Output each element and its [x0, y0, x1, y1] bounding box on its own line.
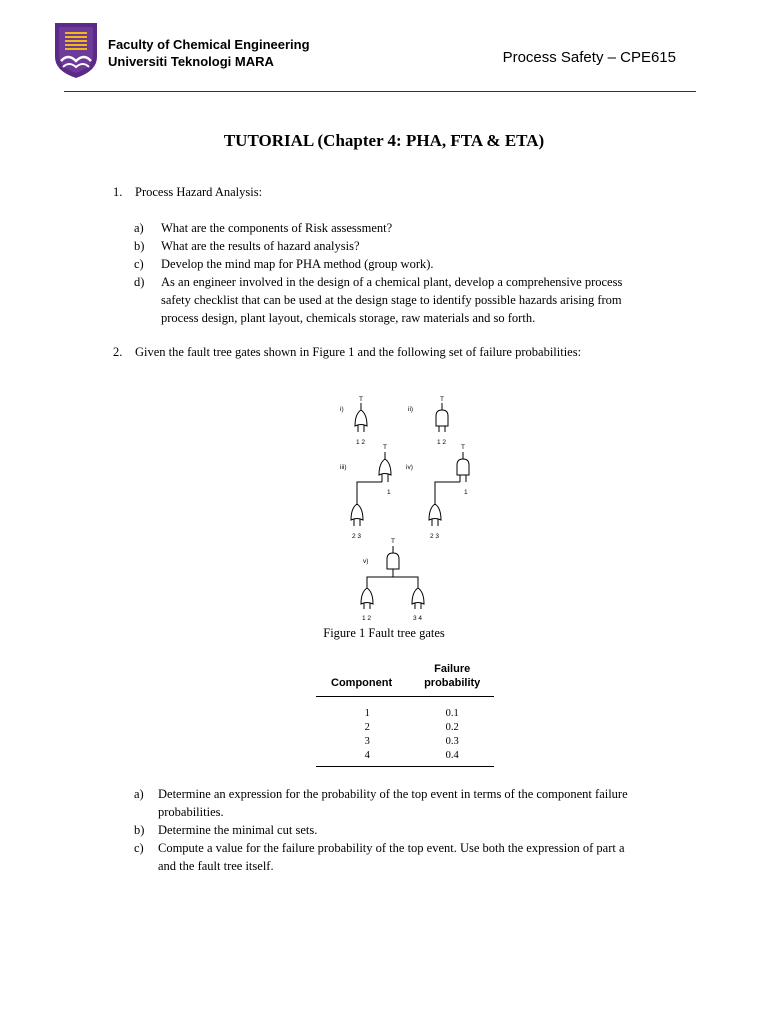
inputs-i: 1 2 [356, 439, 366, 446]
question-text: Given the fault tree gates shown in Figure 1 and the following set of failure probabilities: [135, 345, 582, 359]
part-text: What are the components of Risk assessment? [161, 221, 393, 235]
university-name: Universiti Teknologi MARA [108, 54, 274, 69]
input-iv-1: 1 [464, 489, 468, 496]
part-text: and the fault tree itself. [158, 859, 274, 873]
inputs-iii: 2 3 [352, 533, 362, 540]
institution-name [108, 36, 310, 70]
fault-tree-diagram [330, 392, 470, 624]
or-gate-v-right [412, 588, 424, 604]
label-v: v) [363, 558, 369, 565]
or-gate-iii-child [351, 504, 363, 520]
header-line: probability [424, 677, 481, 689]
label-top-ii: T [440, 396, 444, 403]
header-line: Failure [434, 663, 471, 675]
part-text: safety checklist that can be used at the design stage to identify possible hazards arising from [161, 293, 622, 307]
label-iv: iv) [406, 464, 413, 471]
input-iii-1: 1 [387, 489, 391, 496]
or-gate-iii [379, 459, 391, 475]
table-row: 3 0.3 [364, 736, 459, 747]
table-header-row [316, 662, 494, 697]
part-letter: a) [134, 787, 144, 801]
table-row: 2 0.2 [364, 722, 459, 733]
inputs-ii: 1 2 [437, 439, 447, 446]
part-letter: c) [134, 257, 144, 271]
and-gate-ii [436, 410, 448, 426]
part-text: process design, plant layout, chemicals storage, raw materials and so forth. [161, 311, 536, 325]
question-text: Process Hazard Analysis: [135, 185, 263, 199]
failure-probability-table [316, 662, 494, 767]
label-top-iv: T [461, 444, 465, 451]
part-text: Develop the mind map for PHA method (group work). [161, 257, 434, 271]
label-i: i) [340, 406, 344, 413]
part-text: As an engineer involved in the design of a chemical plant, develop a comprehensive process [161, 275, 623, 289]
inputs-iv: 2 3 [430, 533, 440, 540]
and-gate-iv [457, 459, 469, 475]
part-letter: a) [134, 221, 144, 235]
part-letter: c) [134, 841, 144, 855]
label-iii: iii) [340, 464, 347, 471]
table-row: 4 0.4 [316, 749, 494, 767]
table-row: 1 0.1 [364, 708, 459, 719]
column-header-failure-probability [410, 662, 494, 697]
fault-tree-figure [330, 392, 470, 624]
question-number: 1. [113, 185, 123, 199]
question-number: 2. [113, 345, 123, 359]
or-gate-v-left [361, 588, 373, 604]
label-top-i: T [359, 396, 363, 403]
course-title: Process Safety – CPE615 [502, 49, 676, 66]
label-ii: ii) [408, 406, 414, 413]
part-letter: d) [134, 275, 145, 289]
figure-caption: Figure 1 Fault tree gates [323, 626, 445, 640]
uitm-crest-icon [53, 21, 99, 79]
page-title: TUTORIAL (Chapter 4: PHA, FTA & ETA) [223, 131, 545, 150]
label-top-v: T [391, 538, 395, 545]
column-header-component: Component [316, 662, 410, 697]
part-text: probabilities. [158, 805, 224, 819]
part-text: Determine an expression for the probability of the top event in terms of the component failure [158, 787, 628, 801]
and-gate-v [387, 553, 399, 569]
part-text: What are the results of hazard analysis? [161, 239, 360, 253]
part-text: Compute a value for the failure probability of the top event. Use both the expression of part a [158, 841, 625, 855]
or-gate-iv-child [429, 504, 441, 520]
label-top-iii: T [383, 444, 387, 451]
or-gate-i [355, 410, 367, 426]
part-letter: b) [134, 239, 145, 253]
part-text: Determine the minimal cut sets. [158, 823, 318, 837]
inputs-v-right: 3 4 [413, 615, 423, 622]
faculty-name: Faculty of Chemical Engineering [108, 37, 310, 52]
header-divider [64, 91, 696, 92]
part-letter: b) [134, 823, 145, 837]
inputs-v-left: 1 2 [362, 615, 372, 622]
uitm-logo [53, 21, 99, 79]
